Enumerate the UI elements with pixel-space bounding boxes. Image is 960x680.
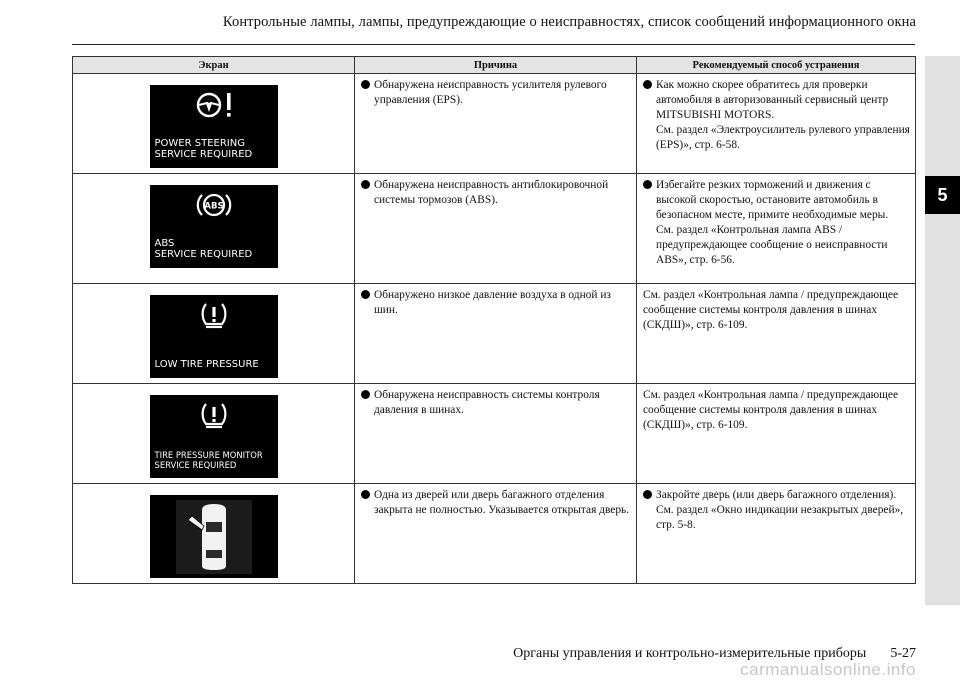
remedy-cell: Избегайте резких торможений и движения с высокой скоростью, остановите автомобиль в безопасном месте, примите необходимые меры. См. раздел «Контрольная лампа ABS / предупреждающее сообщение о неисправности ABS», стр. 6-56. [637, 174, 916, 284]
table-row [73, 484, 916, 584]
display-low-tire-pressure [150, 295, 278, 378]
table-row [73, 74, 916, 174]
bullet-icon [643, 180, 652, 189]
display-message: TIRE PRESSURE MONITOR SERVICE REQUIRED [154, 450, 263, 470]
screen-cell [73, 484, 355, 584]
abs-warning-icon [196, 190, 232, 220]
tire-pressure-warning-icon [199, 400, 229, 430]
column-header-screen: Экран [73, 57, 355, 74]
header-rule [72, 44, 915, 45]
screen-cell [73, 74, 355, 174]
display-message: POWER STEERING SERVICE REQUIRED [154, 138, 253, 160]
table-row [73, 284, 916, 384]
bullet-icon [361, 80, 370, 89]
display-open-door [150, 495, 278, 578]
chapter-number: 5 [925, 176, 960, 214]
table-row [73, 384, 916, 484]
remedy-cell: См. раздел «Контрольная лампа / предупреждающее сообщение системы контроля давления в шинах (СКДШ)», стр. 6-109. [637, 384, 916, 484]
bullet-icon [361, 290, 370, 299]
svg-text:ABS: ABS [203, 201, 224, 212]
watermark: carmanualsonline.info [740, 660, 916, 679]
display-power-steering [150, 85, 278, 168]
cause-cell: Обнаружено низкое давление воздуха в одной из шин. [355, 284, 637, 384]
screen-cell [73, 174, 355, 284]
screen-cell [73, 284, 355, 384]
display-abs [150, 185, 278, 268]
steering-wheel-warning-icon [195, 90, 235, 120]
column-header-remedy: Рекомендуемый способ устранения [637, 57, 916, 74]
bullet-icon [361, 180, 370, 189]
bullet-icon [643, 490, 652, 499]
cause-cell: Обнаружена неисправность усилителя рулевого управления (EPS). [355, 74, 637, 174]
screen-cell [73, 384, 355, 484]
open-door-car-icon [176, 500, 252, 574]
bullet-icon [361, 490, 370, 499]
display-message: ABS SERVICE REQUIRED [154, 238, 253, 260]
remedy-cell: Как можно скорее обратитесь для проверки автомобиля в авторизованный сервисный центр MITSUBISHI MOTORS. См. раздел «Электроусилитель рулевого управления (EPS)», стр. 6-58. [637, 74, 916, 174]
bullet-icon [361, 390, 370, 399]
page-number: 5-27 [890, 646, 916, 661]
footer-section-title: Органы управления и контрольно-измерительные приборы [513, 646, 867, 661]
remedy-cell: Закройте дверь (или дверь багажного отделения). См. раздел «Окно индикации незакрытых дверей», стр. 5-8. [637, 484, 916, 584]
cause-cell: Обнаружена неисправность системы контроля давления в шинах. [355, 384, 637, 484]
warning-messages-table [72, 56, 916, 584]
table-row [73, 174, 916, 284]
bullet-icon [643, 80, 652, 89]
header-title: Контрольные лампы, лампы, предупреждающие о неисправностях, список сообщений информационного окна [222, 14, 916, 30]
column-header-cause: Причина [355, 57, 637, 74]
remedy-cell: См. раздел «Контрольная лампа / предупреждающее сообщение системы контроля давления в шинах (СКДШ)», стр. 6-109. [637, 284, 916, 384]
cause-cell: Обнаружена неисправность антиблокировочной системы тормозов (ABS). [355, 174, 637, 284]
display-tire-pressure-monitor [150, 395, 278, 478]
cause-cell: Одна из дверей или дверь багажного отделения закрыта не полностью. Указывается открытая дверь. [355, 484, 637, 584]
display-message: LOW TIRE PRESSURE [154, 359, 259, 370]
table-header-row [73, 57, 916, 74]
chapter-side-tab [925, 56, 960, 605]
tire-pressure-warning-icon [199, 300, 229, 330]
